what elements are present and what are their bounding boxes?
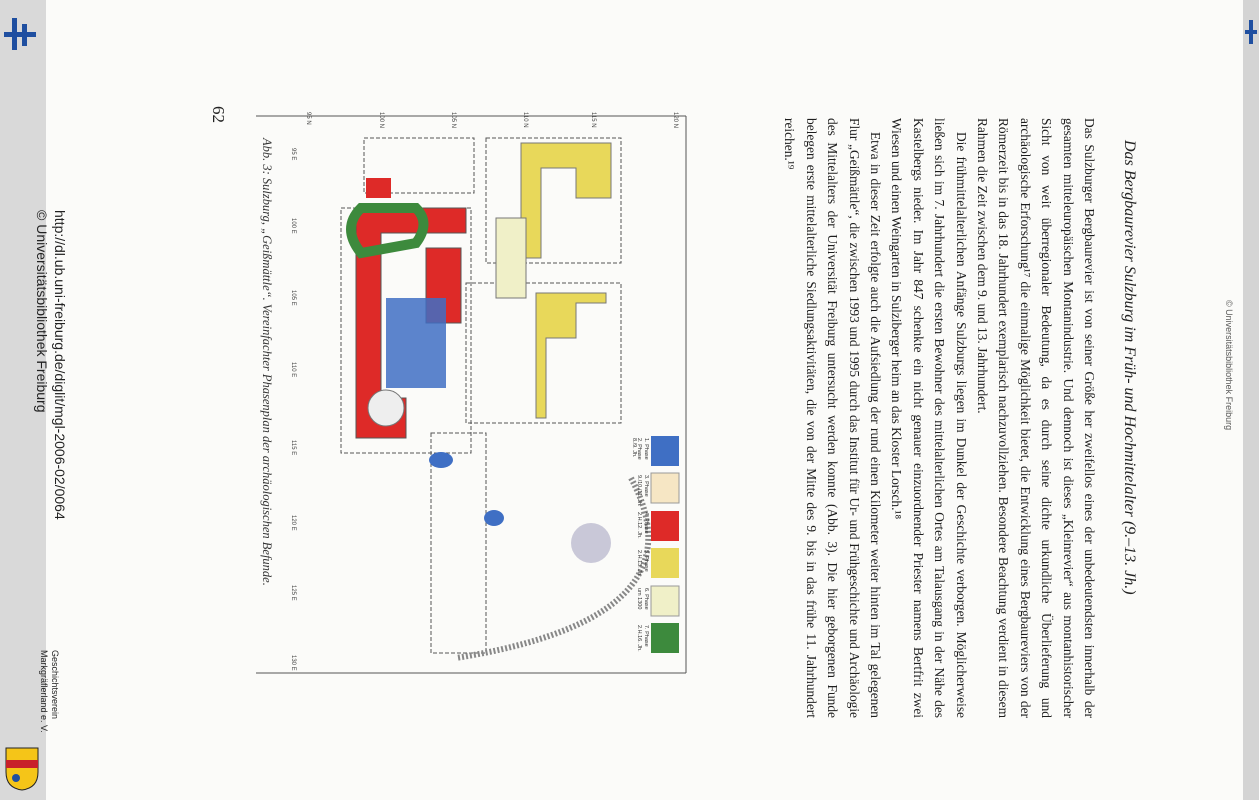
top-fragment-text: © Universitätsbibliothek Freiburg	[1224, 300, 1234, 431]
phase1-area	[484, 510, 504, 526]
legend-swatch	[651, 436, 679, 466]
phase6-wall	[496, 218, 526, 298]
phase1-area	[386, 298, 446, 388]
legend-date: 2.H.13. Jh.	[636, 550, 642, 577]
publisher-line: Geschichtsverein	[50, 650, 60, 720]
northing-tick: 100 N	[378, 112, 384, 129]
legend	[651, 436, 679, 653]
legend-swatch	[651, 548, 679, 578]
well-feature	[368, 390, 404, 426]
legend-swatch	[651, 586, 679, 616]
phase5-wall	[521, 143, 611, 258]
easting-tick: 125 E	[290, 585, 296, 601]
easting-tick: 110 E	[290, 362, 296, 378]
feature-circle	[571, 523, 611, 563]
right-viewer-strip	[1243, 0, 1259, 800]
legend-label: 5. Phase	[643, 550, 649, 572]
phase4-wall	[366, 178, 391, 198]
phase1-area	[429, 452, 453, 468]
coat-of-arms-icon	[4, 746, 40, 792]
legend-date: 2.H.12. Jh.	[636, 512, 642, 539]
scanned-page	[34, 0, 1243, 800]
legend-swatch	[651, 623, 679, 653]
paragraph: Etwa in dieser Zeit erfolgte auch die Aufsiedlung der rund einen Kilometer weiter hinten im Tal gelegenen Flur „Geißmättle“, die zwischen 1993 und 1995 durch das Institut für Ur- und Frühgeschichte und Archäologie des Mittelalters der Universität Freiburg untersucht werden konnte (Abb. 3). Die hier geborgenen Funde belegen erste mittelalterliche Siedlungsaktivitäten, die von der Mitte des 9. bis in das frühe 11. Jahrhundert reichen.¹⁹	[782, 118, 883, 718]
legend-label: 2. Phase	[636, 438, 642, 460]
northing-tick: 110 N	[522, 112, 528, 128]
copyright-footer: © Universitätsbibliothek Freiburg	[34, 210, 50, 413]
url-footer[interactable]: http://dl.ub.uni-freiburg.de/diglit/mgl-2006-02/0064	[52, 210, 68, 520]
easting-tick: 115 E	[290, 440, 296, 456]
legend-label: 6. Phase	[643, 588, 649, 610]
paragraph: Die frühmittelalterlichen Anfänge Sulzburgs liegen im Dunkel der Geschichte verborgen. Möglicherweise ließen sich im 7. Jahrhundert die ersten Bewohner des mittelalterlichen Ortes am Talausgang in der Nähe des Kastelbergs nieder. Im Jahr 847 schenkte ein nicht genauer einzuordnender Priester namens Bertfrit zwei Wiesen und einen Weingarten in Sulziberger heim an das Kloster Lorsch.¹⁸	[889, 118, 969, 718]
figure-caption: Abb. 3: Sulzburg, „Geißmättle“. Vereinfachter Phasenplan der archäologischen Befunde.	[260, 138, 274, 586]
publisher-line: Markgräflerland e. V.	[39, 650, 49, 733]
legend-label: 1. Phase	[643, 438, 649, 460]
legend-label: 7. Phase	[643, 625, 649, 647]
legend-label: 4. Phase	[643, 512, 649, 534]
legend-date: 9./10./11. Jh.	[636, 475, 642, 507]
curved-wall	[456, 478, 648, 658]
legend-date: 8./9. Jh.	[631, 438, 637, 458]
site-plan-figure	[246, 98, 696, 678]
legend-date: um 1300	[636, 588, 642, 610]
university-library-logo-icon	[2, 14, 38, 54]
easting-tick: 120 E	[290, 515, 296, 531]
easting-tick: 105 E	[290, 290, 296, 306]
easting-tick: 100 E	[290, 218, 296, 234]
northing-tick: 105 N	[450, 112, 456, 129]
legend-swatch	[651, 511, 679, 541]
legend-swatch	[651, 473, 679, 503]
phase5-wall	[536, 293, 606, 418]
university-library-logo-icon	[1245, 20, 1257, 44]
northing-tick: 95 N	[305, 112, 311, 125]
northing-tick: 115 N	[590, 112, 596, 128]
northing-tick: 120 N	[672, 112, 678, 129]
easting-tick: 95 E	[290, 148, 296, 161]
page-number: 62	[209, 106, 228, 123]
paragraph: Das Sulzburger Bergbaurevier ist von seiner Größe her zweifellos eines der unbedeutendsten innerhalb der gesamten mitteleuropäischen Montanindustrie. Und dennoch ist dieses „Kleinrevier“ aus montanhistorischer Sicht von weit überregionaler Bedeutung, da es durch seine dichte urkundliche Überlieferung und archäologische Erforschung¹⁷ die einmalige Möglichkeit bietet, die Entwicklung eines Bergbaureviers von der Römerzeit bis in das 18. Jahrhundert exemplarisch nachzuvollziehen. Besondere Beachtung verdient in diesem Rahmen die Zeit zwischen dem 9. und 13. Jahrhundert.	[974, 118, 1097, 718]
running-header: Das Bergbaurevier Sulzburg im Früh- und Hochmittelalter (9.–13. Jh.)	[1121, 140, 1138, 595]
easting-tick: 130 E	[290, 655, 296, 671]
body-text	[779, 118, 1100, 718]
legend-label: 3. Phase	[643, 475, 649, 497]
legend-date: 2.H.16. Jh.	[636, 625, 642, 652]
